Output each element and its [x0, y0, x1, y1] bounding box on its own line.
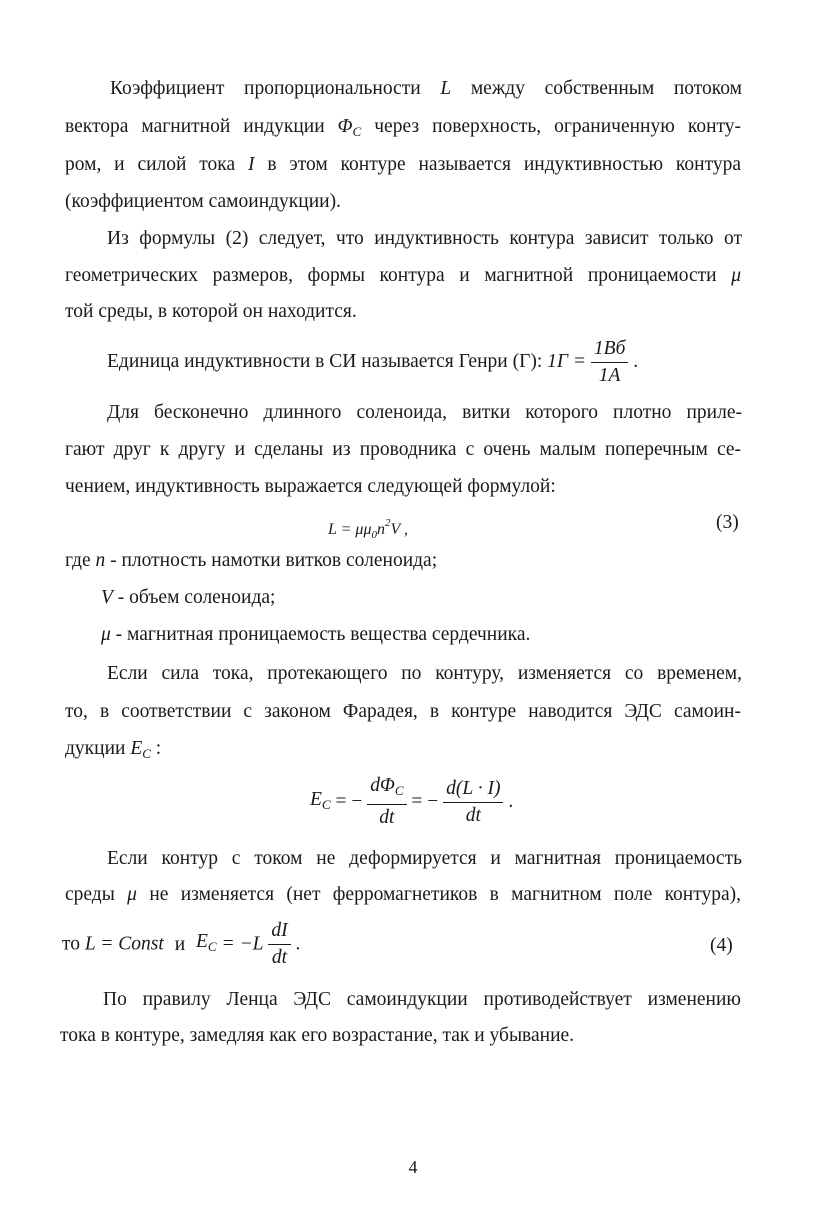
equation-number-4: (4): [710, 935, 733, 956]
text: Коэффициент пропорциональности: [110, 78, 421, 99]
fraction-dI-dt: $\frac{dI}{dt}$: [268, 918, 290, 971]
p5-line2: то, в соответствии с законом Фарадея, в контуре наводится ЭДС самоин-: [65, 701, 741, 722]
p2-line2: [65, 263, 741, 289]
p5-line3: дукции $E_C$ :: [65, 738, 162, 761]
formula-4: то L = Const и $E_C = -L$ $\frac{dI}{dt}$ .: [62, 918, 300, 971]
equation-number-3: (3): [716, 512, 739, 533]
henry-lhs: 1Г =: [547, 350, 587, 372]
frac-denominator: 1А: [598, 365, 621, 386]
formula-3: $L = \mu\mu_0n^2V$ ,: [328, 517, 408, 541]
var-mu: μ: [731, 265, 742, 286]
text: Единица индуктивности в СИ называется Генри (Г):: [107, 350, 543, 372]
text: .: [633, 350, 639, 372]
p6-line1: Если контур с током не деформируется и магнитная проницаемость: [107, 848, 742, 869]
fraction-dLI-dt: $\frac{d(L \cdot I)}{dt}$: [443, 776, 503, 829]
p7-line1: По правилу Ленца ЭДС самоиндукции противодействует изменению: [103, 989, 741, 1010]
var-phi-c: $\Phi_C$: [337, 116, 362, 139]
p4-line3: чением, индуктивность выражается следующей формулой:: [65, 476, 556, 497]
p7-line2: тока в контуре, замедляя как его возрастание, так и убывание.: [60, 1025, 575, 1046]
p1-line4: (коэффициентом самоиндукции).: [65, 191, 341, 212]
p1-line1: [110, 76, 742, 102]
page-number: 4: [408, 1157, 418, 1177]
henry-definition: [107, 336, 638, 389]
p2-line1: Из формулы (2) следует, что индуктивность контура зависит только от: [107, 228, 742, 249]
definition-n: где n - плотность намотки витков соленоида;: [65, 550, 438, 571]
p1-line3: [65, 152, 741, 178]
var-I: I: [247, 154, 255, 175]
definition-mu: μ - магнитная проницаемость вещества сердечника.: [101, 624, 531, 645]
text: через поверхность, ограниченную конту-: [374, 116, 742, 137]
formula-faraday: $E_C$ = − $\frac{d\Phi_C}{dt}$ = − $\frac{d(L \cdot I)}{dt}$ .: [310, 773, 513, 831]
p5-line1: Если сила тока, протекающего по контуру, изменяется со временем,: [107, 663, 742, 684]
definition-V: V - объем соленоида;: [101, 587, 276, 608]
text: геометрических размеров, формы контура и магнитной проницаемости: [65, 265, 717, 286]
text: вектора магнитной индукции: [65, 116, 325, 137]
fraction-dphi-dt: $\frac{d\Phi_C}{dt}$: [367, 773, 406, 831]
text: между собственным потоком: [470, 78, 742, 99]
henry-fraction: [591, 336, 628, 389]
p2-line3: той среды, в которой он находится.: [65, 301, 357, 322]
p4-line2: гают друг к другу и сделаны из проводника с очень малым поперечным се-: [65, 439, 741, 460]
var-L: L: [440, 78, 452, 99]
text: в этом контуре называется индуктивностью контура: [267, 154, 742, 175]
frac-numerator: 1Вб: [591, 336, 628, 363]
text: ром, и силой тока: [65, 154, 236, 175]
p6-line2: среды μ не изменяется (нет ферромагнетиков в магнитном поле контура),: [65, 884, 742, 905]
p4-line1: Для бесконечно длинного соленоида, витки которого плотно приле-: [107, 402, 742, 423]
p1-line2: [65, 114, 741, 145]
